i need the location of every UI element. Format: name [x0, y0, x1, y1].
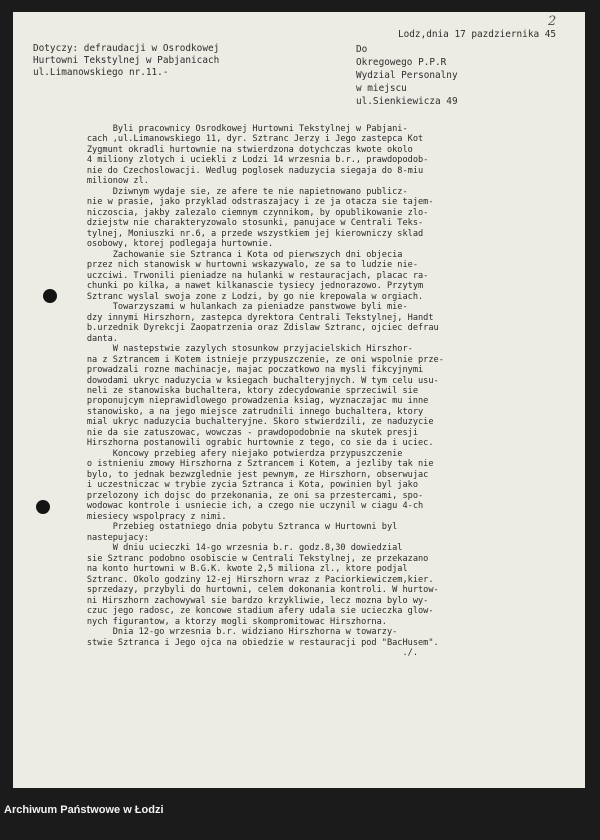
body-line: bylo, to jednak bezwzglednie jest pewnym, ze Hirszhorn, obserwujac	[61, 469, 429, 480]
body-line: czuc jego radosc, ze koncowe stadium afery udala sie ucieczka glow-	[61, 606, 434, 617]
body-line: miesiecy wspolpracy z nimi.	[61, 511, 227, 522]
body-line: tylnej, Moniuszki nr.6, a przede wszystkiem jej kierowniczy sklad	[61, 228, 424, 239]
punch-hole	[43, 289, 57, 303]
body-line: cach ,ul.Limanowskiego 11, dyr. Sztranc Jerzy i Jego zastepca Kot	[61, 134, 424, 145]
body-line: stanowisko, a na jego miejsce zatrudnili innego buchaltera, ktory	[61, 406, 424, 417]
body-line: neli ze stanowiska buchaltera, ktory zdecydowanie sprzeciwil sie	[61, 386, 418, 396]
recipient-line: w miejscu	[356, 83, 407, 94]
body-line: przez nich stanowisk w hurtowni wskazywalo, ze sa to ludzie nie-	[61, 260, 418, 271]
body-line: Sztranc. Okolo godziny 12-ej Hirszhorn wraz z Paciorkiewiczem,kier.	[61, 574, 434, 585]
body-line: milionow zl.	[61, 176, 149, 187]
recipient-line: Wydzial Personalny	[356, 70, 458, 81]
document-page	[13, 12, 585, 788]
body-line: nie w prasie, jako przyklad odstraszajacy i ze ja otacza sie tajem-	[61, 197, 434, 208]
body-line: Sztranc wyslal swoja zone z Lodzi, by go nie krepowala w orgiach.	[61, 291, 424, 302]
date-line: Lodz,dnia 17 pazdziernika 45	[398, 29, 557, 40]
recipient-line: Do	[356, 44, 368, 55]
body-line: Zygmunt okradli hurtownie na stwierdzona dotychczas kwote okolo	[61, 144, 413, 155]
recipient-line: Okregowego P.P.R	[356, 57, 447, 68]
body-line: i uczestniczac w trybie zycia Sztranca i Kota, powinien byl jako	[61, 480, 418, 491]
body-line: chunki po kilka, a nawet kilkanascie tysiecy jednorazowo. Przytym	[61, 281, 424, 292]
body-line: 4 miliony zlotych i uciekli z Lodzi 14 wrzesnia b.r., prawdopodob-	[61, 155, 429, 166]
body-line: prowadzali rozne machinacje, majac poczatkowo na mysli fikcyjnymi	[61, 365, 424, 376]
archive-name: Archiwum Państwowe w Łodzi	[4, 804, 164, 816]
body-line: proponujcym nieprawidlowego prowadzenia ksiag, wyznaczajac mu inne	[61, 396, 429, 407]
pencil-page-number: 2	[548, 14, 557, 29]
body-line: na z Sztrancem i Kotem istnieje przypuszczenie, ze oni wspolnie prze-	[61, 354, 444, 365]
body-line: osobowy, ktorej podlegaja hurtownie.	[61, 239, 274, 250]
body-line: W nastepstwie zazylych stosunkow przyjacielskich Hirszhor-	[61, 344, 413, 355]
body-line: przelozony ich dojsc do przekonania, ze oni sa przestercami, spo-	[61, 490, 424, 501]
body-line: o istnieniu zmowy Hirszhorna z Sztrancem i Kotem, a jezliby tak nie	[61, 459, 434, 470]
body-line: dowodami ukryc naduzycia w ksiegach buchalteryjnych. W tym celu usu-	[61, 375, 439, 386]
body-line: nych figurantow, a ktorzy mogli skompromitowac Hirszhorna.	[61, 616, 387, 627]
body-line: dziejstw nie charakteryzowalo stosunki, panujace w Centrali Teks-	[61, 218, 424, 229]
body-line: Koncowy przebieg afery niejako potwierdza przypuszczenie	[61, 448, 403, 459]
body-line: uczciwi. Trwonili pieniadze na hulanki w restauracjach, placac ra-	[61, 270, 429, 281]
body-line: Dnia 12-go wrzesnia b.r. widziano Hirszhorna w towarzy-	[61, 627, 398, 638]
punch-hole	[36, 500, 50, 514]
body-line: niczoscia, jakby zalezalo ciemnym czynnikom, by opublikowanie zlo-	[61, 207, 429, 218]
body-line: Hirszhorna postanowili ograbic hurtownie z tego, co sie da i uciec.	[61, 438, 434, 449]
subject-line: ul.Limanowskiego nr.11.-	[33, 67, 169, 78]
body-line: dzy innymi Hirszhorn, zastepca dyrektora Centrali Tekstylnej, Handt	[61, 312, 434, 323]
archive-footer	[0, 788, 600, 840]
body-line: wodowac kontrole i usniecie ich, a czego nie uczynil w ciagu 4-ch	[61, 501, 424, 512]
body-line: W dniu ucieczki 14-go wrzesnia b.r. godz.8,30 dowiedzial	[61, 543, 403, 554]
body-line: ni Hirszhorn zachowywal sie bardzo krzykliwie, lecz mozna bylo wy-	[61, 595, 429, 606]
body-line: Byli pracownicy Osrodkowej Hurtowni Tekstylnej w Pabjani-	[61, 124, 408, 134]
subject-line: Dotyczy: defraudacji w Osrodkowej	[33, 43, 220, 54]
body-line: nastepujacy:	[61, 532, 149, 543]
body-line: nie do Czechoslowacji. Wedlug poglosek naduzycia siegaja do 8-miu	[61, 165, 424, 176]
body-line: nie da sie zatuszowac, wowczas - prawdopodobnie na skutek presji	[61, 427, 418, 438]
subject-line: Hurtowni Tekstylnej w Pabjanicach	[33, 55, 220, 66]
body-line: sie Sztranc podobno osobiscie w Centrali Tekstylnej, ze przekazano	[61, 553, 429, 564]
body-line: Towarzyszami w hulankach za pieniadze panstwowe byli mie-	[61, 302, 408, 313]
body-line: stwie Sztranca i Jego ojca na obiedzie w restauracji pod "BacHusem".	[61, 637, 439, 648]
body-line: Przebieg ostatniego dnia pobytu Sztranca w Hurtowni byl	[61, 522, 398, 533]
body-line: Dziwnym wydaje sie, ze afere te nie napietnowano publicz-	[61, 186, 408, 197]
body-line: sprzedazy, przybyli do hurtowni, celem dokonania kontroli. W hurtow-	[61, 585, 439, 596]
body-line: Zachowanie sie Sztranca i Kota od pierwszych dni objecia	[61, 249, 403, 260]
body-line: ./.	[61, 648, 418, 658]
body-line: danta.	[61, 333, 118, 344]
body-line: na konto hurtowni w B.G.K. kwote 2,5 miliona zl., ktore podjal	[61, 564, 408, 575]
body-line: mial ukryc naduzycia buchalteryjne. Skoro stwierdzili, ze naduzycie	[61, 417, 434, 428]
recipient-line: ul.Sienkiewicza 49	[356, 96, 458, 107]
body-line: b.urzednik Dyrekcji Zaopatrzenia oraz Zdislaw Sztranc, ojciec defrau	[61, 323, 439, 334]
